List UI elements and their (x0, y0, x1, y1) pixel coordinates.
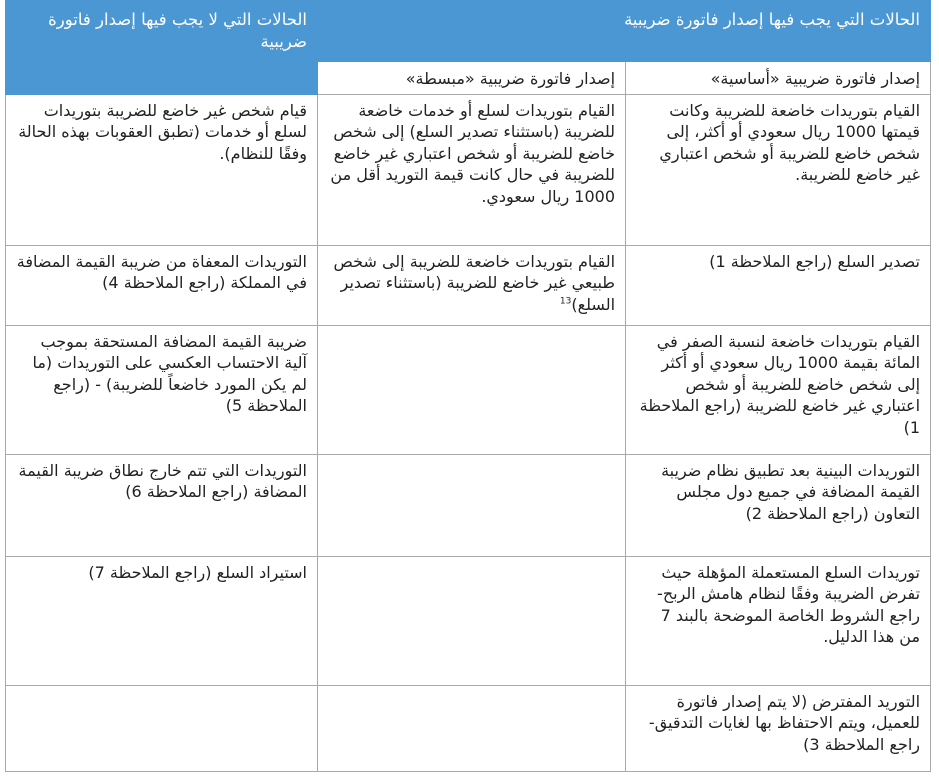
cell-full-invoice: تصدير السلع (راجع الملاحظة 1) (626, 245, 931, 325)
cell-full-invoice: توريدات السلع المستعملة المؤهلة حيث تفرض الضريبة وفقًا لنظام هامش الربح- راجع الشروط الخاصة الموضحة بالبند 7 من هذا الدليل. (626, 556, 931, 685)
table-row (6, 245, 931, 325)
subheader-simplified-invoice: إصدار فاتورة ضريبية «مبسطة» (318, 62, 626, 95)
tax-invoice-cases-table (5, 0, 931, 772)
header-must-not-issue: الحالات التي لا يجب فيها إصدار فاتورة ضريبية (6, 1, 318, 95)
table-row (6, 325, 931, 454)
cell-simplified-invoice (318, 245, 626, 325)
cell-no-invoice: قيام شخص غير خاضع للضريبة بتوريدات لسلع أو خدمات (تطبق العقوبات بهذه الحالة وفقًا للنظام). (6, 94, 318, 245)
footnote-marker: 13 (559, 296, 572, 307)
table-row (6, 94, 931, 245)
table-row (6, 685, 931, 771)
cell-full-invoice: القيام بتوريدات خاضعة للضريبة وكانت قيمتها 1000 ريال سعودي أو أكثر، إلى شخص خاضع للضريبة أو شخص اعتباري غير خاضع للضريبة. (626, 94, 931, 245)
cell-simplified-invoice (318, 325, 626, 454)
cell-full-invoice: القيام بتوريدات خاضعة لنسبة الصفر في المائة بقيمة 1000 ريال سعودي أو أكثر إلى شخص خاضع للضريبة أو شخص اعتباري غير خاضع للضريبة (راجع الملاحظة 1) (626, 325, 931, 454)
cell-simplified-invoice (318, 685, 626, 771)
header-row (6, 1, 931, 62)
cell-simplified-invoice: القيام بتوريدات لسلع أو خدمات خاضعة للضريبة (باستثناء تصدير السلع) إلى شخص خاضع للضريبة أو شخص اعتباري غير خاضع للضريبة في حال كانت قيمة التوريد أقل من 1000 ريال سعودي. (318, 94, 626, 245)
cell-simplified-invoice (318, 454, 626, 556)
cell-no-invoice (6, 685, 318, 771)
cell-simplified-text: القيام بتوريدات خاضعة للضريبة إلى شخص طبيعي غير خاضع للضريبة (باستثناء تصدير السلع) (333, 251, 616, 314)
header-must-issue: الحالات التي يجب فيها إصدار فاتورة ضريبية (318, 1, 931, 62)
cell-simplified-invoice (318, 556, 626, 685)
cell-full-invoice: التوريدات البينية بعد تطبيق نظام ضريبة القيمة المضافة في جميع دول مجلس التعاون (راجع الملاحظة 2) (626, 454, 931, 556)
table-row (6, 556, 931, 685)
table-row (6, 454, 931, 556)
cell-no-invoice: استيراد السلع (راجع الملاحظة 7) (6, 556, 318, 685)
cell-no-invoice: التوريدات المعفاة من ضريبة القيمة المضافة في المملكة (راجع الملاحظة 4) (6, 245, 318, 325)
subheader-full-invoice: إصدار فاتورة ضريبية «أساسية» (626, 62, 931, 95)
cell-no-invoice: ضريبة القيمة المضافة المستحقة بموجب آلية الاحتساب العكسي على التوريدات (ما لم يكن المورد خاضعاً للضريبة) - (راجع الملاحظة 5) (6, 325, 318, 454)
cell-no-invoice: التوريدات التي تتم خارج نطاق ضريبة القيمة المضافة (راجع الملاحظة 6) (6, 454, 318, 556)
cell-full-invoice: التوريد المفترض (لا يتم إصدار فاتورة للعميل، ويتم الاحتفاظ بها لغايات التدقيق- راجع الملاحظة 3) (626, 685, 931, 771)
